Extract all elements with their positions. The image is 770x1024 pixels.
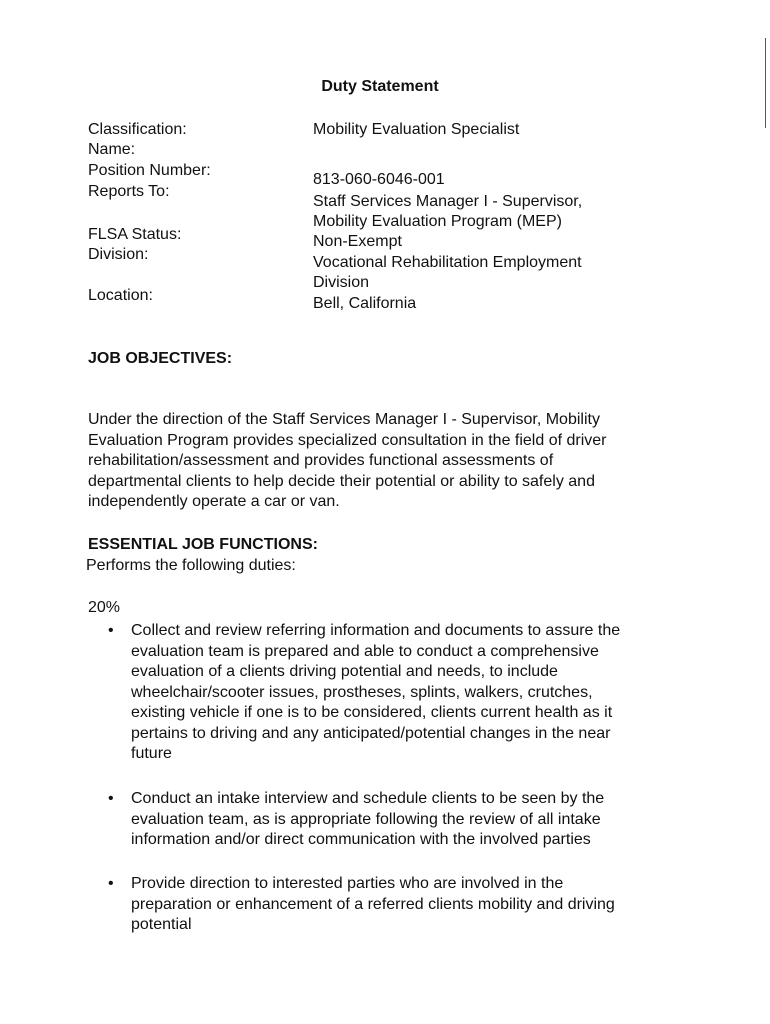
paragraph-line: departmental clients to help decide their potential or ability to safely and xyxy=(88,472,595,490)
bullet-line: future xyxy=(131,745,172,762)
bullet-line: evaluation team, as is appropriate following the review of all intake xyxy=(131,810,601,828)
value-reports-to-line-1: Staff Services Manager I - Supervisor, xyxy=(313,193,583,210)
bullet-line: potential xyxy=(131,916,192,933)
bullet-item xyxy=(131,789,671,851)
bullet-marker: • xyxy=(108,622,114,639)
label-name: Name: xyxy=(88,141,136,158)
label-position-number: Position Number: xyxy=(88,162,211,179)
paragraph-line: rehabilitation/assessment and provides functional assessments of xyxy=(88,452,554,469)
job-objectives-paragraph xyxy=(88,410,668,513)
paragraph-line: independently operate a car or van. xyxy=(88,493,340,510)
value-division-line-2: Division xyxy=(313,274,370,291)
value-division-line-1: Vocational Rehabilitation Employment xyxy=(313,254,582,271)
bullet-item xyxy=(131,621,671,765)
label-classification: Classification: xyxy=(88,121,187,138)
bullet-line: preparation or enhancement of a referred clients mobility and driving xyxy=(131,895,615,913)
bullet-line: evaluation of a clients driving potential and needs, to include xyxy=(131,663,558,680)
job-objectives-heading: JOB OBJECTIVES: xyxy=(88,350,233,367)
essential-functions-heading: ESSENTIAL JOB FUNCTIONS: xyxy=(88,536,318,553)
label-flsa-status: FLSA Status: xyxy=(88,226,182,243)
essential-functions-subheading: Performs the following duties: xyxy=(86,557,296,574)
label-location: Location: xyxy=(88,287,153,304)
value-flsa-status: Non-Exempt xyxy=(313,233,402,250)
bullet-item xyxy=(131,874,671,936)
time-percent: 20% xyxy=(88,599,121,616)
bullet-line: pertains to driving and any anticipated/potential changes in the near xyxy=(131,724,611,742)
label-reports-to: Reports To: xyxy=(88,183,170,200)
bullet-line: evaluation team is prepared and able to conduct a comprehensive xyxy=(131,642,599,660)
page-edge-line xyxy=(765,38,766,128)
bullet-marker: • xyxy=(108,790,114,807)
bullet-line: wheelchair/scooter issues, prostheses, splints, walkers, crutches, xyxy=(131,683,593,701)
value-classification: Mobility Evaluation Specialist xyxy=(313,121,520,138)
paragraph-line: Evaluation Program provides specialized consultation in the field of driver xyxy=(88,431,607,449)
document-title: Duty Statement xyxy=(321,78,439,95)
value-location: Bell, California xyxy=(313,295,417,312)
label-division: Division: xyxy=(88,246,149,263)
bullet-line: Conduct an intake interview and schedule clients to be seen by the xyxy=(131,790,605,807)
bullet-line: information and/or direct communication with the involved parties xyxy=(131,831,591,848)
bullet-line: Provide direction to interested parties who are involved in the xyxy=(131,875,564,892)
value-reports-to-line-2: Mobility Evaluation Program (MEP) xyxy=(313,213,562,230)
bullet-marker: • xyxy=(108,875,114,892)
value-position-number: 813-060-6046-001 xyxy=(313,171,445,188)
bullet-line: existing vehicle if one is to be considered, clients current health as it xyxy=(131,704,613,721)
paragraph-line: Under the direction of the Staff Services Manager I - Supervisor, Mobility xyxy=(88,411,600,428)
bullet-line: Collect and review referring information and documents to assure the xyxy=(131,622,621,639)
